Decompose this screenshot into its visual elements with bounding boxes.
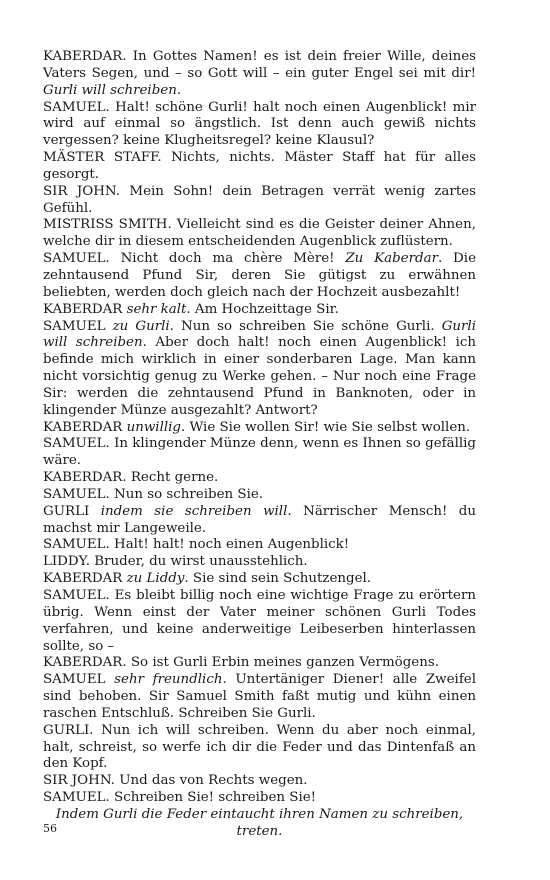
dialogue-run: SAMUEL. Es bleibt billig noch eine wichtige Frage zu erörtern übrig. Wenn einst der Vater meiner schönen Gurli Todes verfahren, und keine anderweitige Leibeserben hinterlassen sollte, so –: [43, 588, 476, 654]
dialogue-run: KABERDAR: [43, 419, 127, 435]
dialogue-paragraph: [43, 537, 476, 554]
dialogue-paragraph: [43, 184, 476, 218]
dialogue-paragraph: [43, 571, 476, 588]
dialogue-run: MISTRISS SMITH. Vielleicht sind es die Geister deiner Ahnen, welche dir in diesem entscheidenden Augenblick zuflüstern.: [43, 217, 476, 250]
stage-note-text: zu Liddy: [126, 571, 185, 587]
dialogue-run: SAMUEL. Schreiben Sie! schreiben Sie!: [43, 790, 317, 806]
dialogue-paragraph: [43, 436, 476, 470]
stage-direction: Indem Gurli die Feder eintaucht ihren Namen zu schreiben, treten.: [55, 806, 464, 839]
dialogue-run: GURLI: [43, 503, 101, 519]
dialogue-run: . Nun so schreiben Sie schöne Gurli.: [169, 318, 442, 334]
dialogue-paragraph: [43, 100, 476, 151]
dialogue-run: KABERDAR. So ist Gurli Erbin meines ganzen Vermögens.: [43, 655, 439, 671]
dialogue-paragraph: [43, 655, 476, 672]
dialogue-run: SIR JOHN. Und das von Rechts wegen.: [43, 773, 308, 789]
dialogue-paragraph: [43, 420, 476, 437]
dialogue-run: . Wie Sie wollen Sir! wie Sie selbst wollen.: [181, 419, 471, 435]
stage-note-text: unwillig: [126, 419, 181, 435]
dialogue-paragraph: [43, 319, 476, 420]
stage-note-text: sehr freundlich: [114, 672, 223, 688]
dialogue-run: SAMUEL. Nicht doch ma chère Mère!: [43, 251, 346, 267]
dialogue-paragraph: [43, 790, 476, 807]
dialogue-paragraph: [43, 773, 476, 790]
dialogue-paragraph: [43, 672, 476, 723]
dialogue-run: . Aber doch halt! noch einen Augenblick! ich befinde mich wirklich in einer sonderbaren Lage. Man kann nicht vorsichtig genug zu Werke gehen. – Nur noch eine Frage Sir: werden die zehntausend Pfund in Banknoten, oder in klingender Münze ausgezahlt? Antwort?: [43, 335, 476, 418]
dialogue-run: KABERDAR. In Gottes Namen! es ist dein freier Wille, deines Vaters Segen, und – so Gott will – ein guter Engel sei mit dir!: [43, 49, 476, 81]
dialogue-run: . Sie sind sein Schutzengel.: [184, 571, 372, 587]
dialogue-run: .: [176, 82, 182, 98]
dialogue-paragraph: [43, 504, 476, 538]
dialogue-run: SAMUEL: [43, 672, 115, 688]
stage-note-text: Gurli will schreiben: [43, 82, 177, 98]
dialogue-paragraph: [43, 49, 476, 100]
stage-note-text: Zu Kaberdar: [345, 251, 438, 267]
dialogue-run: KABERDAR: [43, 301, 127, 317]
stage-note-text: zu Gurli: [112, 318, 170, 334]
stage-note-text: Gurli will schreiben: [43, 318, 476, 351]
dialogue-run: . Die zehntausend Pfund Sir, deren Sie gütigst zu erwähnen beliebten, werden doch gleich nach der Hochzeit ausbezahlt!: [43, 251, 476, 300]
dialogue-run: . Am Hochzeittage Sir.: [186, 301, 339, 317]
dialogue-run: KABERDAR. Recht gerne.: [43, 470, 219, 486]
dialogue-paragraph: [43, 150, 476, 184]
dialogue-run: SAMUEL. Halt! halt! noch einen Augenblick!: [43, 537, 350, 553]
dialogue-paragraph: [43, 588, 476, 655]
stage-note-text: indem sie schreiben will: [100, 503, 288, 519]
dialogue-run: SAMUEL. Halt! schöne Gurli! halt noch einen Augenblick! mir wird auf einmal so ängstlich. Ist denn auch gewiß nichts vergessen? keine Klugheitsregel? keine Klausul?: [43, 99, 476, 149]
stage-note-text: sehr kalt: [126, 301, 187, 317]
dialogue-run: SAMUEL: [43, 318, 113, 334]
dialogue-paragraph: [43, 470, 476, 487]
dialogue-paragraph: [43, 723, 476, 774]
dialogue-run: LIDDY. Bruder, du wirst unausstehlich.: [43, 554, 308, 570]
dialogue-run: . Närrischer Mensch! du machst mir Langeweile.: [43, 503, 476, 536]
page-number: 56: [43, 822, 57, 835]
dialogue-run: SIR JOHN. Mein Sohn! dein Betragen verrät wenig zartes Gefühl.: [43, 183, 476, 216]
dialogue-paragraph: [43, 217, 476, 251]
dialogue-paragraph: [43, 487, 476, 504]
dialogue-paragraph: [43, 302, 476, 319]
dialogue-run: KABERDAR: [43, 571, 127, 587]
dialogue-run: MÄSTER STAFF. Nichts, nichts. Mäster Staff hat für alles gesorgt.: [43, 150, 476, 182]
dialogue-run: . Untertäniger Diener! alle Zweifel sind behoben. Sir Samuel Smith faßt mutig und kühn einen raschen Entschluß. Schreiben Sie Gurli.: [43, 672, 477, 721]
dialogue-text: [43, 49, 476, 841]
dialogue-run: GURLI. Nun ich will schreiben. Wenn du aber noch einmal, halt, schreist, so werfe ich dir die Feder und das Dintenfaß an den Kopf.: [43, 722, 476, 772]
dialogue-run: SAMUEL. Nun so schreiben Sie.: [43, 486, 264, 502]
dialogue-paragraph: [43, 251, 476, 302]
dialogue-run: SAMUEL. In klingender Münze denn, wenn es Ihnen so gefällig wäre.: [43, 436, 476, 469]
dialogue-paragraph: [43, 554, 476, 571]
